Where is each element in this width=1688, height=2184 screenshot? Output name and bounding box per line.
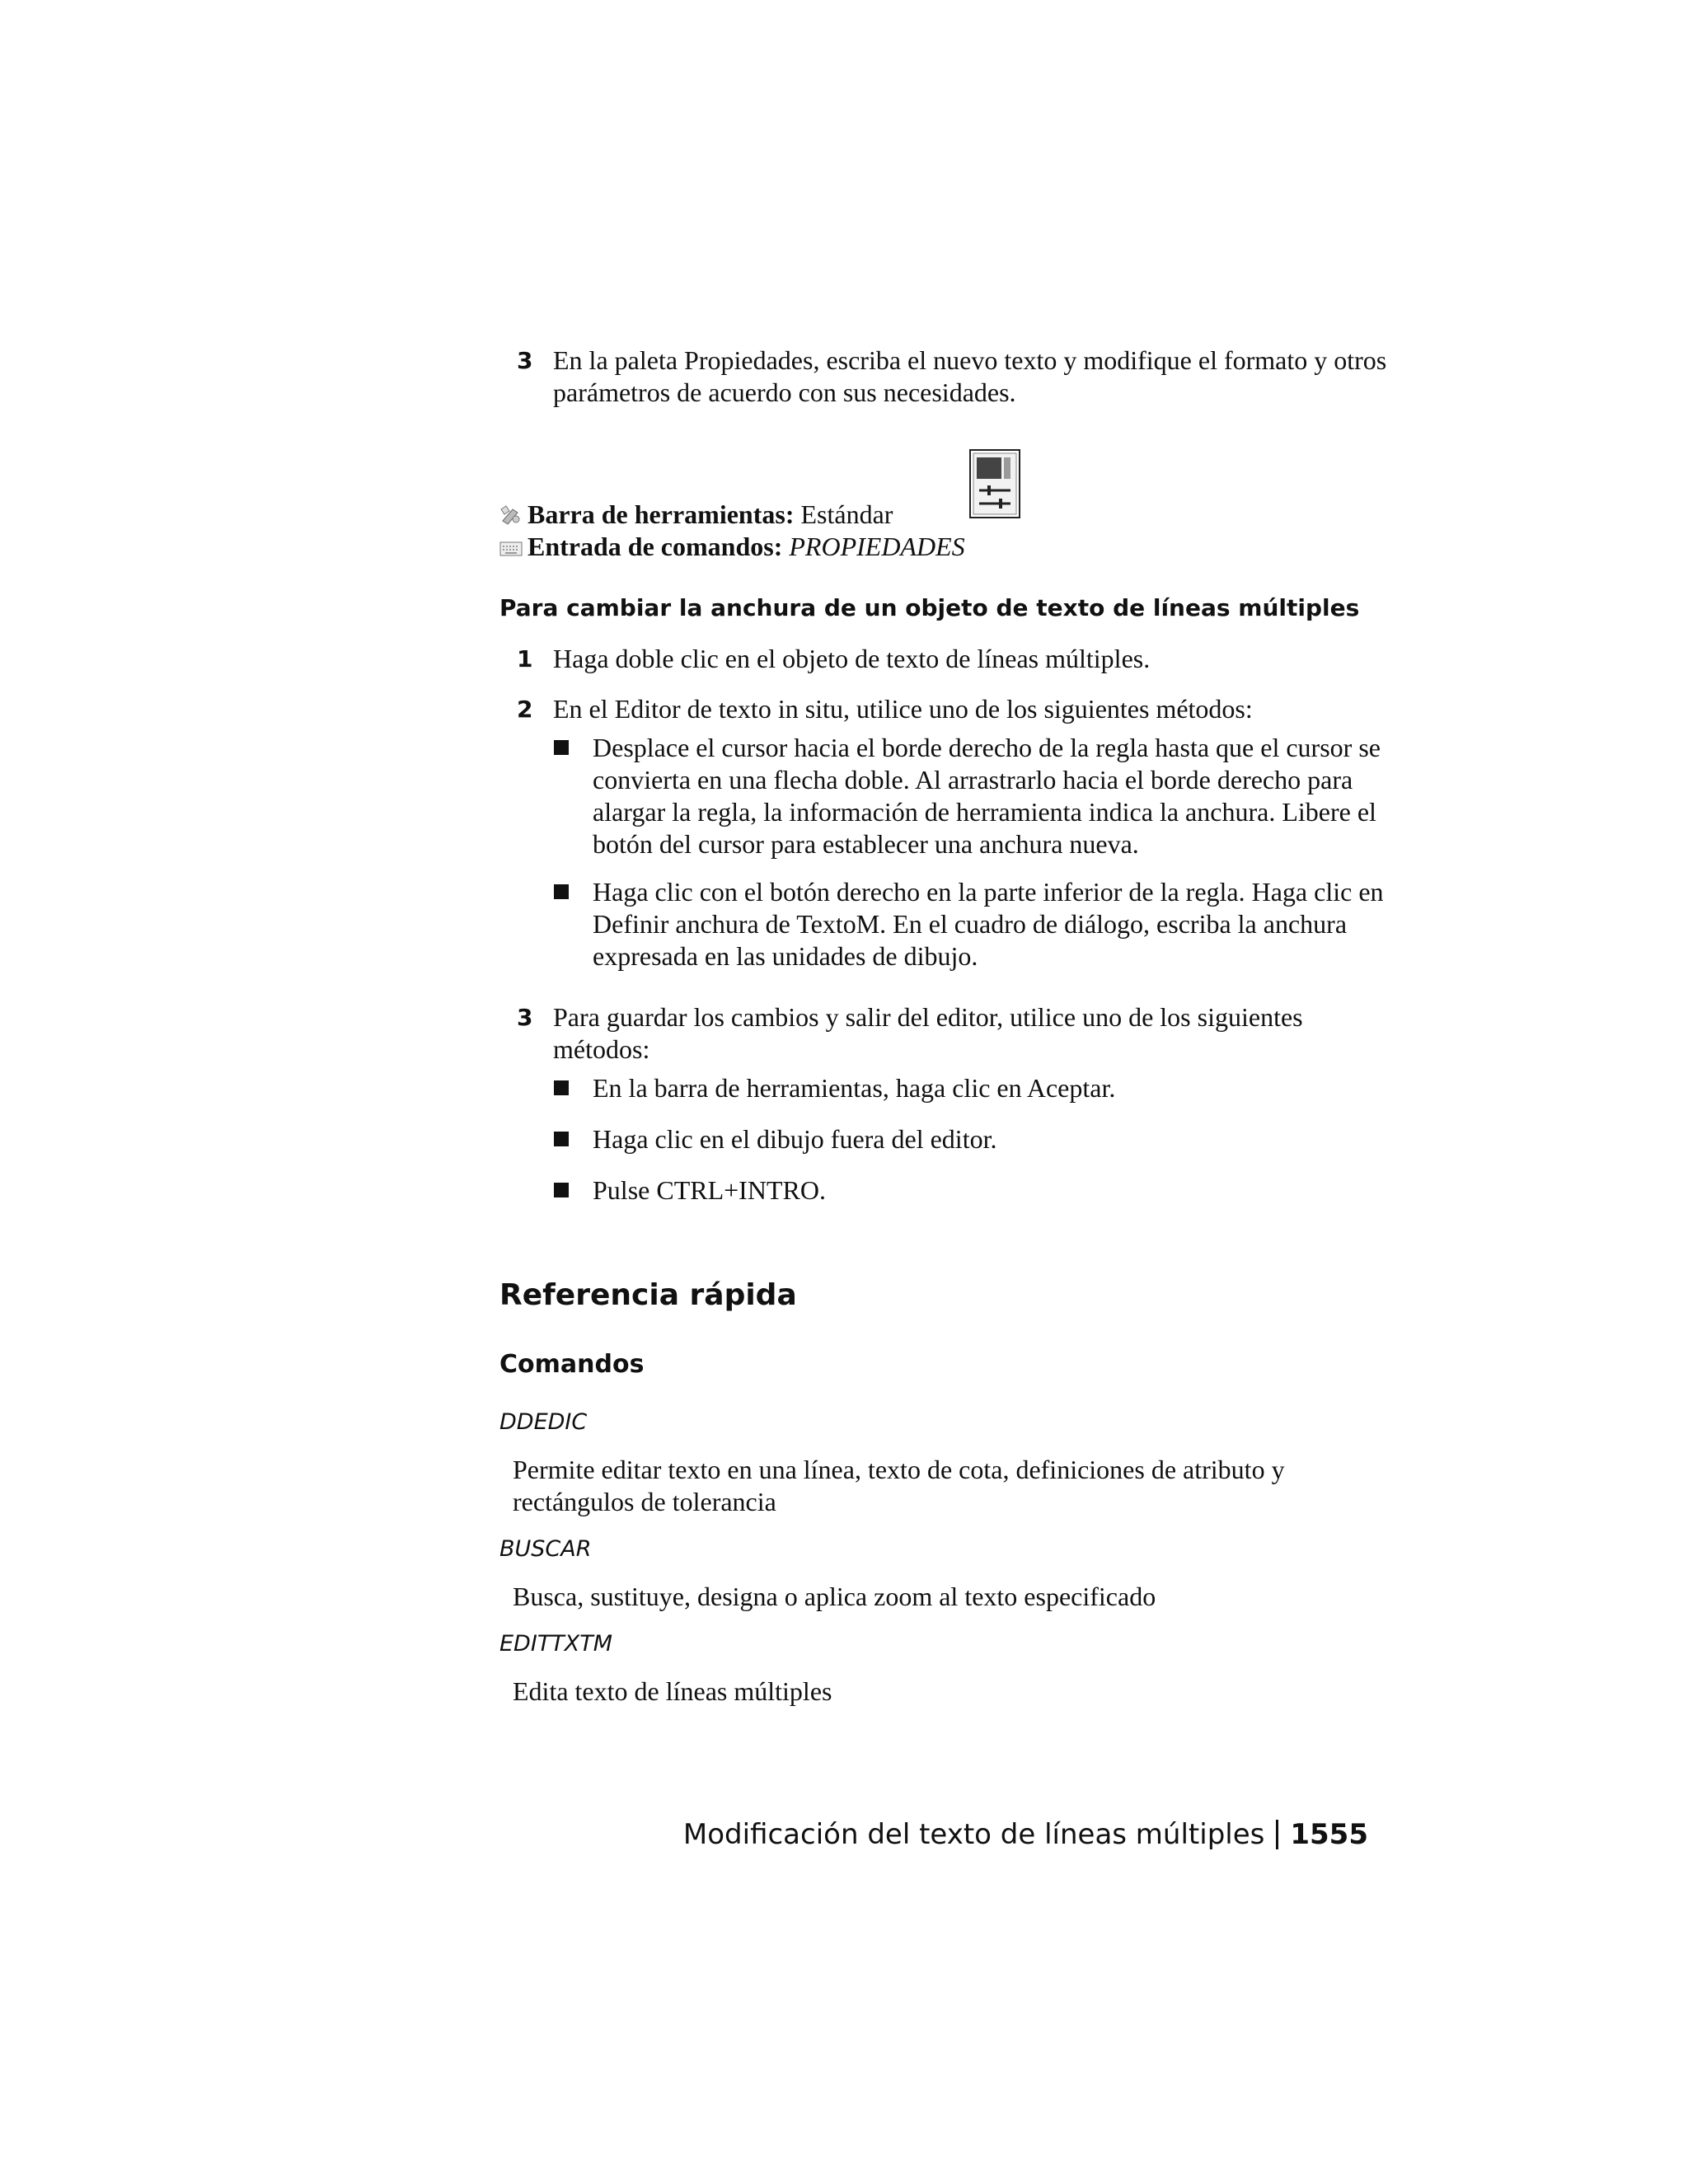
bullet-text: Haga clic en el dibujo fuera del editor. [593, 1124, 997, 1154]
step-text: Para guardar los cambios y salir del editor, utilice uno de los siguientes métodos: [553, 1002, 1303, 1064]
command-name: EDITTXTM [499, 1631, 613, 1657]
step-text: En la paleta Propiedades, escriba el nuevo texto y modifique el formato y otros parámetros de acuerdo con sus necesidades. [553, 345, 1387, 407]
page-footer [683, 1817, 1368, 1853]
toolbar-icon [499, 501, 523, 533]
bullet-marker [554, 740, 569, 755]
bullet-text: Pulse CTRL+INTRO. [593, 1175, 826, 1205]
command-label: Entrada de comandos: [528, 532, 783, 561]
toolbar-access-line [499, 499, 893, 533]
footer-separator [1276, 1820, 1278, 1849]
step-number: 2 [517, 696, 533, 723]
bullet-marker [554, 1183, 569, 1197]
page-number: 1555 [1290, 1818, 1368, 1851]
step-number: 3 [517, 347, 533, 374]
command-access-line [499, 531, 965, 565]
bullet-marker [554, 884, 569, 899]
command-description: Permite editar texto en una línea, texto de cota, definiciones de atributo y rectángulos de tolerancia [513, 1455, 1285, 1516]
keyboard-icon [499, 533, 523, 565]
command-name: BUSCAR [499, 1536, 592, 1562]
bullet-text: En la barra de herramientas, haga clic en Aceptar. [593, 1073, 1116, 1103]
command-description: Edita texto de líneas múltiples [513, 1676, 832, 1706]
step-text: En el Editor de texto in situ, utilice uno de los siguientes métodos: [553, 694, 1253, 724]
procedure-heading: Para cambiar la anchura de un objeto de texto de líneas múltiples [499, 594, 1360, 621]
step-number: 3 [517, 1004, 533, 1031]
command-value: PROPIEDADES [789, 532, 965, 561]
step-text: Haga doble clic en el objeto de texto de líneas múltiples. [553, 644, 1151, 673]
toolbar-label: Barra de herramientas: [528, 499, 795, 529]
bullet-text: Desplace el cursor hacia el borde derecho de la regla hasta que el cursor se convierta en una flecha doble. Al arrastrarlo hacia el borde derecho para alargar la regla, la información de herramienta indica la anchura. Libere el botón del cursor para establecer una anchura nueva. [593, 733, 1381, 859]
subsection-heading: Comandos [499, 1350, 645, 1379]
step-number: 1 [517, 645, 533, 673]
toolbar-value: Estándar [800, 499, 893, 529]
properties-palette-icon [969, 449, 1020, 518]
bullet-text: Haga clic con el botón derecho en la parte inferior de la regla. Haga clic en Definir anchura de TextoM. En el cuadro de diálogo, escriba la anchura expresada en las unidades de dibujo. [593, 877, 1384, 971]
bullet-marker [554, 1132, 569, 1146]
command-description: Busca, sustituye, designa o aplica zoom al texto especificado [513, 1582, 1156, 1611]
footer-title: Modificación del texto de líneas múltiples [682, 1818, 1265, 1851]
command-name: DDEDIC [499, 1409, 588, 1435]
bullet-marker [554, 1080, 569, 1095]
section-heading: Referencia rápida [499, 1278, 797, 1312]
